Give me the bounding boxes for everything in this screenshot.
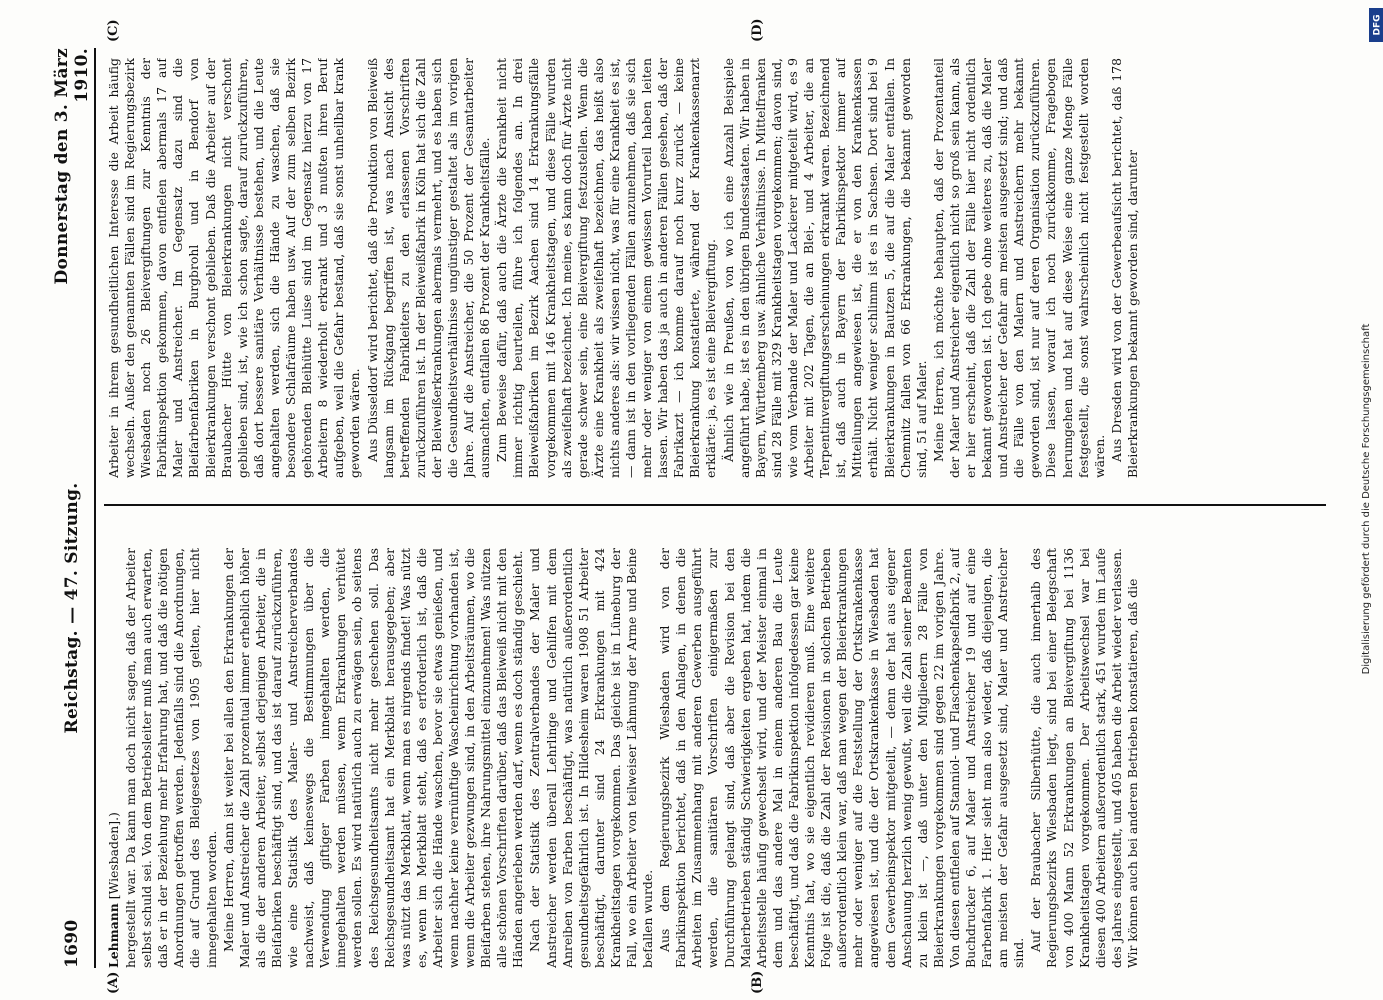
right-column (106, 58, 1340, 478)
margin-mark-b: (B) (750, 970, 765, 994)
session-title: Reichstag. — 47. Sitzung. (62, 482, 82, 734)
page-header (50, 48, 94, 968)
margin-mark-d: (D) (750, 18, 765, 42)
paragraph: Aus Düsseldorf wird berichtet, daß die Produktion von Bleiweiß langsam im Rückgang begriffen ist, was nach Ansicht des betreffenden Fabrikleiters zu den erlassenen Vorschriften zurückzuführen ist. In der Bleiweißfabrik in Köln hat sich die Zahl der Bleiweißerkrankungen abermals vermehrt, und es haben sich die Gesundheitsverhältnisse ungünstiger gestaltet als im vorigen Jahre. Auf die Anstreicher, die 50 Prozent der Gesamtarbeiter ausmachten, entfallen 86 Prozent der Krankheitsfälle. (364, 58, 493, 478)
header-rule (94, 48, 96, 968)
page-number: 1690 (62, 919, 82, 968)
funding-note: Digitalisierung gefördert durch die Deutsche Forschungsgemeinschaft (1361, 323, 1372, 675)
rotated-sheet (50, 18, 1340, 994)
paragraph: Nach der Statistik des Zentralverbandes der Maler und Anstreicher werden überall Lehrlinge und Gehilfen mit dem Anreiben von Farben beschäftigt, was natürlich außerordentlich gesundheitsgefährlich ist. In Hildesheim waren 1908 51 Arbeiter beschäftigt, darunter sind 24 Erkrankungen mit 424 Krankheitstagen vorgekommen. Das gleiche ist in Lüneburg der Fall, wo ein Arbeiter von teilweiser Lähmung der Arme und Beine befallen wurde. (527, 548, 656, 968)
paragraph: Aus Dresden wird von der Gewerbeaufsicht berichtet, daß 178 Bleierkrankungen bekannt geworden sind, darunter (1108, 58, 1140, 478)
paragraph: Aus dem Regierungsbezirk Wiesbaden wird von der Fabrikinspektion berichtet, daß in den Anlagen, in denen die Arbeiten im Zusammenhang mit anderen Gewerben ausgeführt werden, die sanitären Vorschriften einigermaßen zur Durchführung gelangt sind, daß aber die Revision bei den Malerbetrieben ständig Schwierigkeiten ergeben hat, indem die Arbeitsstelle häufig gewechselt wird, und der Meister einmal in dem und das andere Mal in einem anderen Bau die Leute beschäftigt, und daß die Fabrikinspektion infolgedessen gar keine Kenntnis hat, wo sie eigentlich revidieren muß. Eine weitere Folge ist die, daß die Zahl der Revisionen in solchen Betrieben außerordentlich klein war, daß man wegen der Bleierkrankungen mehr oder weniger auf die Feststellung der Ortskrankenkasse angewiesen ist, und die der Ortskrankenkasse in Wiesbaden hat dem Gewerbeinspektor mitgeteilt, — denn der hat aus eigener Anschauung herzlich wenig gewußt, weil die Zahl seiner Beamten zu klein ist —, daß unter den Mitgliedern 28 Fälle von Bleierkrankungen vorgekommen sind gegen 22 im vorigen Jahre. Von diesen entfielen auf Stanniol- und Flaschenkapselfabrik 2, auf Buchdrucker 6, auf Maler und Anstreicher 19 und auf eine Farbenfabrik 1. Hier sieht man also wieder, daß diejenigen, die am meisten der Gefahr ausgesetzt sind, Maler und Anstreicher sind. (657, 548, 1027, 968)
speaker-note: [Wiesbaden].) (106, 812, 121, 900)
paragraph: Meine Herren, dann ist weiter bei allen den Erkrankungen der Maler und Anstreicher die Zahl prozentual immer erheblich höher als die der anderen Arbeiter, selbst derjenigen Arbeiter, die in Bleifabriken beschäftigt sind, und das ist darauf zurückzuführen, wie eine Statistik des Maler- und Anstreicherverbandes nachweist, daß keineswegs die Bestimmungen über die Verwendung giftiger Farben innegehalten werden, die innegehalten werden müssen, wenn Erkrankungen verhütet werden sollen. Es wird natürlich auch zu erwägen sein, ob seitens des Reichsgesundheitsamts nicht mehr geschehen soll. Das Reichsgesundheitsamt hat ein Merkblatt herausgegeben; aber was nützt das Merkblatt, wenn man es nirgends findet! Was nützt es, wenn im Merkblatt steht, daß es erforderlich ist, daß die Arbeiter sich die Hände waschen, bevor sie etwas genießen, und wenn nachher keine vernünftige Wascheinrichtung vorhanden ist, wenn die Arbeiter gezwungen sind, in den Arbeitsräumen, wo die Bleifarben stehen, ihre Nahrungsmittel einzunehmen! Was nützen alle schönen Vorschriften darüber, daß das Bleiweiß nicht mit den Händen angerieben werden darf, wenn es doch ständig geschieht. (220, 548, 526, 968)
dfg-logo (1369, 8, 1383, 42)
paragraph: hergestellt war. Da kann man doch nicht sagen, daß der Arbeiter selbst schuld sei. Von dem Betriebsleiter muß man auch erwarten, daß er in der Beziehung mehr Erfahrung hat, und daß die nötigen Anordnungen getroffen werden. Jedenfalls sind die Anordnungen, die auf Grund des Bleigesetzes von 1905 gelten, hier nicht innegehalten worden. (123, 548, 219, 968)
paragraph: Auf der Braubacher Silberhütte, die auch innerhalb des Regierungsbezirks Wiesbaden liegt, sind bei einer Belegschaft von 400 Mann 52 Erkrankungen an Bleivergiftung bei 1136 Krankheitstagen vorgekommen. Der Arbeitswechsel war bei diesen 400 Arbeitern außerordentlich stark, 451 wurden im Laufe des Jahres eingestellt, und 405 haben die Arbeit wieder verlassen. Wir können auch bei anderen Betrieben konstatieren, daß die (1028, 548, 1140, 968)
column-divider (104, 504, 1326, 506)
speaker-line (106, 548, 122, 968)
session-date: Donnerstag den 3. März 1910. (52, 48, 92, 285)
paragraph: Arbeiter in ihrem gesundheitlichen Interesse die Arbeit häufig wechseln. Außer den genannten Fällen sind im Regierungsbezirk Wiesbaden noch 26 Bleivergiftungen zur Kenntnis der Fabrikinspektion gekommen, davon entfielen abermals 17 auf Maler und Anstreicher. Im Gegensatz dazu sind die Bleifarbenfabriken in Burgbrohl und in Bendorf von Bleierkrankungen verschont geblieben. Daß die Arbeiter auf der Braubacher Hütte von Bleierkrankungen nicht verschont geblieben sind, ist, wie ich schon sagte, darauf zurückzuführen, daß dort bessere sanitäre Verhältnisse bestehen, und die Leute angehalten werden, sich die Hände zu waschen, daß sie besondere Schlafräume haben usw. Auf der zum selben Bezirk gehörenden Bleihütte Luise sind im Gegensatz hierzu von 17 Arbeitern 8 wiederholt erkrankt und 3 mußten ihren Beruf aufgeben, weil die Gefahr bestand, daß sie sonst unheilbar krank geworden wären. (106, 58, 363, 478)
dfg-logo-text: DFG (1372, 14, 1383, 36)
left-column (106, 548, 1340, 968)
paragraph: Meine Herren, ich möchte behaupten, daß der Prozentanteil der Maler und Anstreicher eigentlich nicht so groß sein kann, als er hier erscheint, daß die Zahl der Fälle hier nicht ordentlich bekannt geworden ist. Ich gebe ohne weiteres zu, daß die Maler und Anstreicher der Gefahr am meisten ausgesetzt sind; und daß die Fälle von den Malern und Anstreichern mehr bekannt geworden sind, ist nur auf deren Organisation zurückzuführen. Diese lassen, worauf ich noch zurückkomme, Fragebogen herumgehen und hat auf diese Weise eine ganze Menge Fälle festgestellt, die sonst wahrscheinlich nicht festgestellt worden wären. (930, 58, 1107, 478)
paragraph: Zum Beweise dafür, daß auch die Ärzte die Krankheit nicht immer richtig beurteilen, führe ich folgendes an. In drei Bleiweißfabriken im Bezirk Aachen sind 14 Erkrankungsfälle vorgekommen mit 146 Krankheitstagen, und diese Fälle wurden als zweifelhaft bezeichnet. Ich meine, es kann doch für Ärzte nicht gerade schwer sein, eine Bleivergiftung festzustellen. Wenn die Ärzte eine Krankheit als zweifelhaft bezeichnen, das heißt also nichts anderes als: wir wissen nicht, was für eine Krankheit es ist, — dann ist in den vorliegenden Fällen anzunehmen, daß sie sich mehr oder weniger von einem gewissen Vorurteil haben leiten lassen. Wir haben das ja auch in anderen Fällen gesehen, daß der Fabrikarzt — ich komme darauf noch kurz zurück — keine Bleierkrankung konstatierte, während der Krankenkassenarzt erklärte: ja, es ist eine Bleivergiftung. (494, 58, 719, 478)
speaker-name: Lehmann (106, 903, 121, 968)
margin-mark-a: (A) (106, 971, 121, 994)
paragraph: Ähnlich wie in Preußen, von wo ich eine Anzahl Beispiele angeführt habe, ist es in den übrigen Bundesstaaten. Wir haben in Bayern, Württemberg usw. ähnliche Verhältnisse. In Mittelfranken sind 28 Fälle mit 329 Krankheitstagen vorgekommen; davon sind, wie vom Verbande der Maler und Lackierer mitgeteilt wird, es 9 Arbeiter mit 202 Tagen, die an Blei-, und 4 Arbeiter, die an Terpentinvergiftungserscheinungen erkrankt waren. Bezeichnend ist, daß auch in Bayern der Fabrikinspektor immer auf Mitteilungen angewiesen ist, die er von den Krankenkassen erhält. Nicht weniger schlimm ist es in Sachsen. Dort sind bei 9 Bleierkrankungen in Bautzen 5, die auf die Maler entfallen. In Chemnitz fallen von 66 Erkrankungen, die bekannt geworden sind, 51 auf Maler. (720, 58, 929, 478)
margin-mark-c: (C) (106, 19, 121, 42)
